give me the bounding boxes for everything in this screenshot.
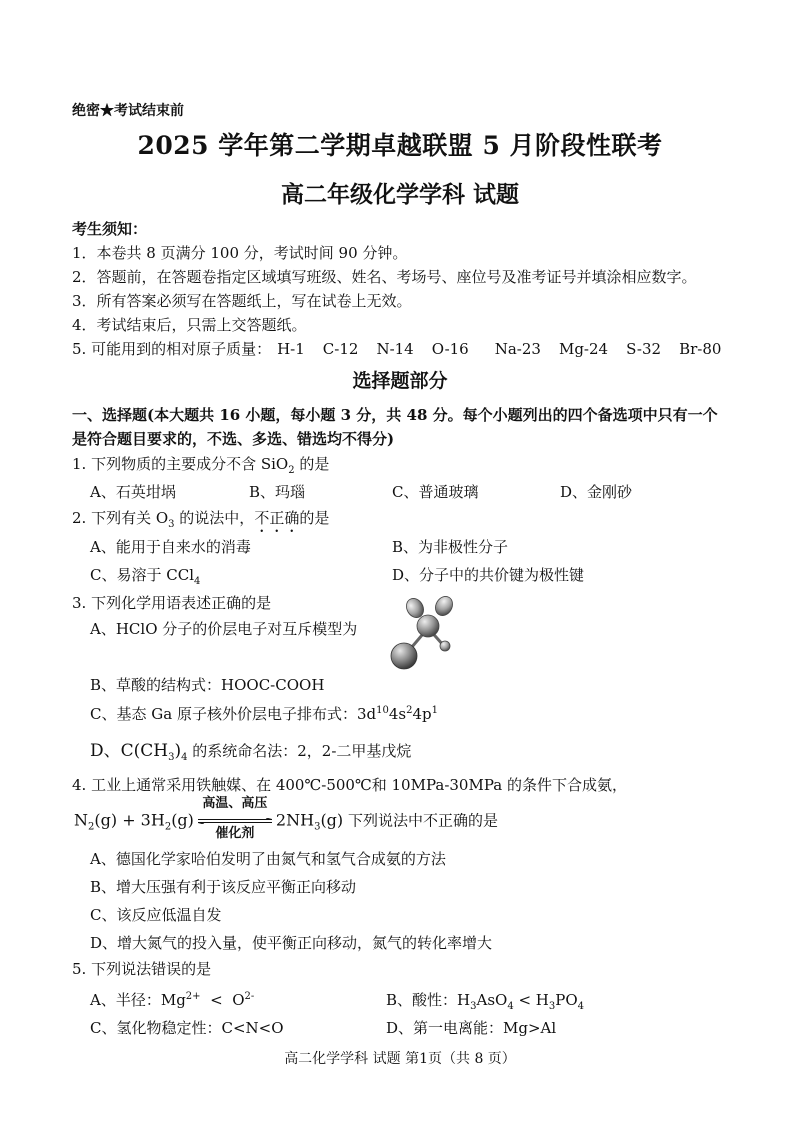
q2-option-d: D、分子中的共价键为极性键 xyxy=(392,566,585,584)
atomic-mass-s: S-32 xyxy=(626,340,662,358)
atomic-mass-h: H-1 xyxy=(277,340,305,358)
q3-option-c-text: C、基态 Ga 原子核外价层电子排布式：3d xyxy=(90,705,377,723)
q5-option-a-sup1: 2+ xyxy=(185,991,201,1002)
q5-option-a-text2: < O xyxy=(200,991,245,1009)
q4-eq-nh3-sub: 3 xyxy=(314,821,321,833)
q3-option-d-sub1: 3 xyxy=(168,752,175,763)
notice-item-2: 2．答题前，在答题卷指定区域填写班级、姓名、考场号、座位号及准考证号并填涂相应数字。 xyxy=(72,268,697,286)
q5-option-a-text: A、半径：Mg xyxy=(90,991,186,1009)
vsepr-model-image xyxy=(382,594,472,676)
q2-stem-emphasis: 不正确 xyxy=(254,509,300,527)
q4-eq-tail: 下列说法中不正确的是 xyxy=(343,811,498,830)
q4-eq-nh3: 2NH xyxy=(275,810,315,830)
eq-condition-top: 高温、高压 xyxy=(202,796,268,811)
atomic-mass-br: Br-80 xyxy=(679,340,722,358)
q1-stem-tail: 的是 xyxy=(294,455,330,473)
q3-option-c-sup3: 1 xyxy=(431,705,438,716)
section-instruction-1: 一、选择题(本大题共 16 小题，每小题 3 分，共 48 分。每个小题列出的四个备选项中只有一个 xyxy=(72,406,718,424)
q5-option-c: C、氢化物稳定性：C<N<O xyxy=(90,1019,284,1037)
q4-equation xyxy=(74,796,498,841)
q3-option-b: B、草酸的结构式：HOOC-COOH xyxy=(90,676,325,694)
q5-option-b-text4: PO xyxy=(555,991,578,1009)
q3-option-a: A、HClO 分子的价层电子对互斥模型为 xyxy=(90,620,358,638)
q4-eq-nh3-state: (g) xyxy=(320,810,344,830)
q5-option-a xyxy=(90,989,254,1010)
q2-option-a: A、能用于自来水的消毒 xyxy=(90,538,251,556)
page-footer: 高二化学学科 试题 第1页（共 8 页） xyxy=(284,1051,516,1067)
q1-option-b: B、玛瑙 xyxy=(249,483,306,501)
q3-option-c-text3: 4p xyxy=(412,705,432,723)
q2-option-c xyxy=(90,564,200,587)
q3-option-c-sup1: 10 xyxy=(376,705,389,716)
q4-option-a: A、德国化学家哈伯发明了由氮气和氢气合成氨的方法 xyxy=(90,850,446,868)
q4-eq-n-sub: 2 xyxy=(88,821,95,833)
atomic-mass-c: C-12 xyxy=(322,340,359,358)
q1-option-a: A、石英坩埚 xyxy=(90,483,176,501)
q2-option-b: B、为非极性分子 xyxy=(392,538,509,556)
q5-option-b-sub1: 3 xyxy=(470,1001,477,1012)
question-4-stem: 4. 工业上通常采用铁触媒、在 400℃-500℃和 10MPa-30MPa 的条件下合成氨， xyxy=(72,776,627,794)
exam-title: 2025 学年第二学期卓越联盟 5 月阶段性联考 xyxy=(137,131,663,160)
q5-option-d: D、第一电离能：Mg>Al xyxy=(386,1019,557,1037)
notice-item-1: 1．本卷共 8 页满分 100 分，考试时间 90 分钟。 xyxy=(72,244,408,262)
q3-option-d-text3: 的系统命名法：2，2-二甲基戊烷 xyxy=(187,742,412,760)
equilibrium-arrow xyxy=(196,796,274,841)
q2-option-c-sub: 4 xyxy=(194,576,201,587)
q3-option-d-sub2: 4 xyxy=(181,752,188,763)
question-3-stem: 3. 下列化学用语表述正确的是 xyxy=(72,594,272,612)
notice-item-5 xyxy=(72,338,739,359)
q4-option-c: C、该反应低温自发 xyxy=(90,906,222,924)
q5-option-b-text2: AsO xyxy=(476,991,508,1009)
q5-option-b-sub4: 4 xyxy=(577,1001,585,1012)
q2-option-c-text: C、易溶于 CCl xyxy=(90,566,194,584)
section-title: 选择题部分 xyxy=(352,370,448,392)
question-2-stem xyxy=(72,507,329,536)
q4-eq-n: N xyxy=(74,810,88,830)
q3-option-d-text2: ) xyxy=(174,741,182,761)
exam-subtitle: 高二年级化学学科 试题 xyxy=(280,181,519,208)
q3-option-c xyxy=(90,703,438,724)
notice-heading: 考生须知： xyxy=(72,220,148,238)
confidential-label: 绝密★考试结束前 xyxy=(72,103,184,119)
q4-option-d: D、增大氮气的投入量，使平衡正向移动，氮气的转化率增大 xyxy=(90,934,493,952)
atomic-mass-mg: Mg-24 xyxy=(558,340,609,358)
q2-stem-mid: 的说法中， xyxy=(174,509,255,527)
atomic-mass-na: Na-23 xyxy=(494,340,541,358)
q5-option-b xyxy=(386,989,584,1012)
atomic-mass-n: N-14 xyxy=(376,340,414,358)
q1-option-d: D、金刚砂 xyxy=(560,483,633,501)
question-1-stem xyxy=(72,453,329,476)
q1-stem-text: 1. 下列物质的主要成分不含 SiO xyxy=(72,455,289,473)
q5-option-b-text3: < H xyxy=(513,991,549,1009)
atomic-mass-prefix: 5. 可能用到的相对原子质量： xyxy=(72,340,272,358)
q4-eq-state: (g) xyxy=(171,810,194,830)
notice-item-4: 4．考试结束后，只需上交答题纸。 xyxy=(72,316,307,334)
notice-item-3: 3．所有答案必须写在答题纸上，写在试卷上无效。 xyxy=(72,292,412,310)
q3-option-d xyxy=(90,736,411,763)
q4-eq-h-sub: 2 xyxy=(164,821,172,833)
q5-option-b-text: B、酸性：H xyxy=(386,991,471,1009)
q5-option-b-sub3: 3 xyxy=(548,1001,556,1012)
q5-option-a-sup2: 2- xyxy=(244,991,255,1002)
q1-option-c: C、普通玻璃 xyxy=(392,483,479,501)
q1-stem-sub: 2 xyxy=(288,465,295,476)
atomic-mass-o: O-16 xyxy=(431,340,469,358)
eq-condition-bottom: 催化剂 xyxy=(215,826,255,841)
q3-option-c-text2: 4s xyxy=(388,705,407,723)
question-5-stem: 5. 下列说法错误的是 xyxy=(72,960,212,978)
q5-option-b-sub2: 4 xyxy=(507,1001,514,1012)
q2-stem-sub: 3 xyxy=(168,519,175,530)
q2-stem-tail: 的是 xyxy=(299,509,330,527)
q4-option-b: B、增大压强有利于该反应平衡正向移动 xyxy=(90,878,357,896)
section-instruction-2: 是符合题目要求的，不选、多选、错选均不得分) xyxy=(72,430,395,448)
q2-stem-text: 2. 下列有关 O xyxy=(72,509,169,527)
q4-eq-h: (g) + 3H xyxy=(94,810,165,830)
q3-option-c-sup2: 2 xyxy=(406,705,413,716)
q3-option-d-text: D、C(CH xyxy=(90,741,169,761)
